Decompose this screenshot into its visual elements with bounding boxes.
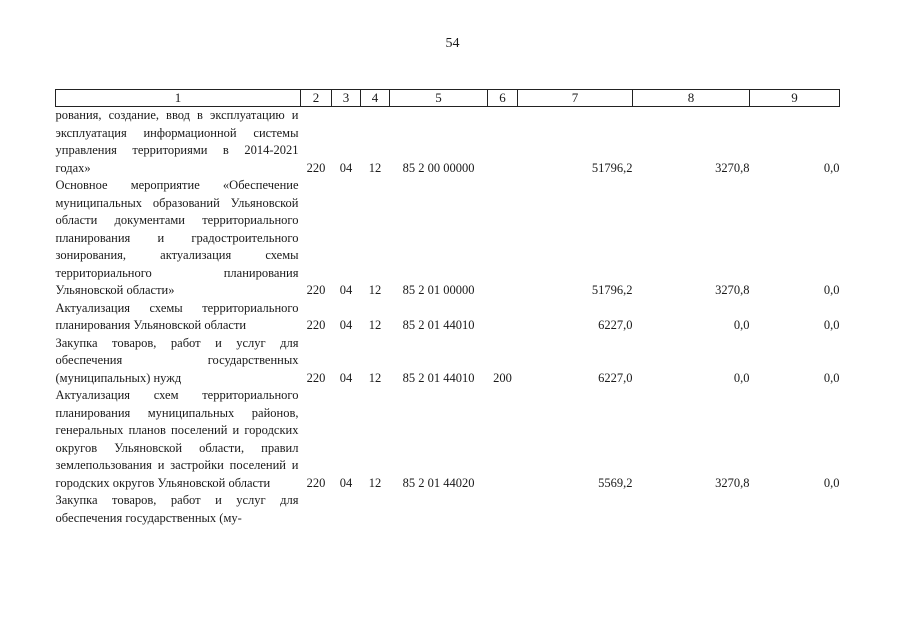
row-amount-c7 — [518, 492, 633, 527]
row-code-c6 — [488, 387, 518, 492]
row-code-c5: 85 2 01 44010 — [402, 318, 475, 332]
column-header: 5 — [390, 90, 488, 107]
column-header: 9 — [750, 90, 840, 107]
row-code-c2: 220 — [306, 475, 326, 490]
row-code-c2: 220 — [306, 370, 326, 385]
row-code-c6 — [488, 177, 518, 300]
row-description: Актуализация схемы территориального планирования Ульяновской области — [55, 300, 299, 332]
row-code-c6: 200 — [493, 370, 512, 385]
row-amount-c7: 5569,2 — [598, 475, 633, 490]
column-header: 4 — [361, 90, 390, 107]
row-amount-c9: 0,0 — [823, 283, 840, 297]
row-description: рования, создание, ввод в эксплуатацию и эксплуатация информационной системы управления территориями в 2014-2021 годах» — [55, 108, 299, 175]
row-amount-c8: 3270,8 — [715, 283, 750, 297]
column-header: 3 — [332, 90, 361, 107]
row-code-c4: 12 — [368, 160, 382, 175]
header-row — [56, 90, 840, 107]
row-code-c3: 04 — [339, 475, 353, 490]
row-code-c5: 85 2 01 44020 — [402, 475, 475, 490]
row-amount-c9: 0,0 — [823, 160, 840, 175]
row-amount-c7: 6227,0 — [598, 370, 633, 385]
row-amount-c8: 0,0 — [733, 318, 750, 332]
table-row — [56, 492, 840, 527]
table-row — [56, 387, 840, 492]
row-code-c3: 04 — [339, 370, 353, 385]
row-code-c4: 12 — [368, 475, 382, 490]
row-amount-c7: 51796,2 — [591, 160, 633, 175]
column-header: 7 — [518, 90, 633, 107]
row-description: Основное мероприятие «Обеспечение муниципальных образований Ульяновской области документами территориального планирования и градостроительного зонирования, актуализация схемы территориального планирования Ульяновской области» — [55, 178, 299, 297]
row-code-c4: 12 — [368, 283, 382, 297]
budget-table — [55, 89, 840, 527]
row-amount-c9: 0,0 — [823, 370, 840, 385]
row-amount-c7: 6227,0 — [598, 318, 633, 332]
row-code-c5 — [390, 492, 488, 527]
row-description: Закупка товаров, работ и услуг для обеспечения государственных (муниципальных) нужд — [55, 335, 299, 385]
row-code-c4: 12 — [368, 318, 382, 332]
row-code-c4: 12 — [368, 370, 382, 385]
row-code-c6 — [488, 107, 518, 178]
table-row — [56, 335, 840, 388]
row-amount-c8: 3270,8 — [715, 475, 750, 490]
table-row — [56, 107, 840, 178]
row-description: Закупка товаров, работ и услуг для обеспечения государственных (му- — [55, 493, 299, 525]
row-amount-c9 — [750, 492, 840, 527]
row-code-c6 — [488, 492, 518, 527]
column-header: 6 — [488, 90, 518, 107]
row-code-c3 — [332, 492, 361, 527]
column-header: 1 — [56, 90, 301, 107]
row-code-c5: 85 2 00 00000 — [402, 160, 475, 175]
row-code-c2 — [301, 492, 332, 527]
row-amount-c7: 51796,2 — [591, 283, 633, 297]
row-code-c5: 85 2 01 44010 — [402, 370, 475, 385]
table-row — [56, 300, 840, 335]
page-number: 54 — [445, 36, 460, 51]
row-code-c6 — [488, 300, 518, 335]
row-code-c3: 04 — [339, 160, 353, 175]
row-amount-c8: 3270,8 — [715, 160, 750, 175]
table-row — [56, 177, 840, 300]
row-code-c2: 220 — [306, 318, 326, 332]
row-amount-c9: 0,0 — [823, 318, 840, 332]
row-amount-c8: 0,0 — [733, 370, 750, 385]
row-amount-c8 — [633, 492, 750, 527]
column-header: 2 — [301, 90, 332, 107]
row-code-c4 — [361, 492, 390, 527]
row-code-c3: 04 — [339, 318, 353, 332]
row-code-c5: 85 2 01 00000 — [402, 283, 475, 297]
row-code-c2: 220 — [306, 160, 326, 175]
column-header: 8 — [633, 90, 750, 107]
row-code-c3: 04 — [339, 283, 353, 297]
row-amount-c9: 0,0 — [823, 475, 840, 490]
row-description: Актуализация схем территориального планирования муниципальных районов, генеральных планов поселений и городских округов Ульяновской области, правил землепользования и застройки поселений и городских округов Ульяновской области — [55, 388, 299, 490]
row-code-c2: 220 — [306, 283, 326, 297]
